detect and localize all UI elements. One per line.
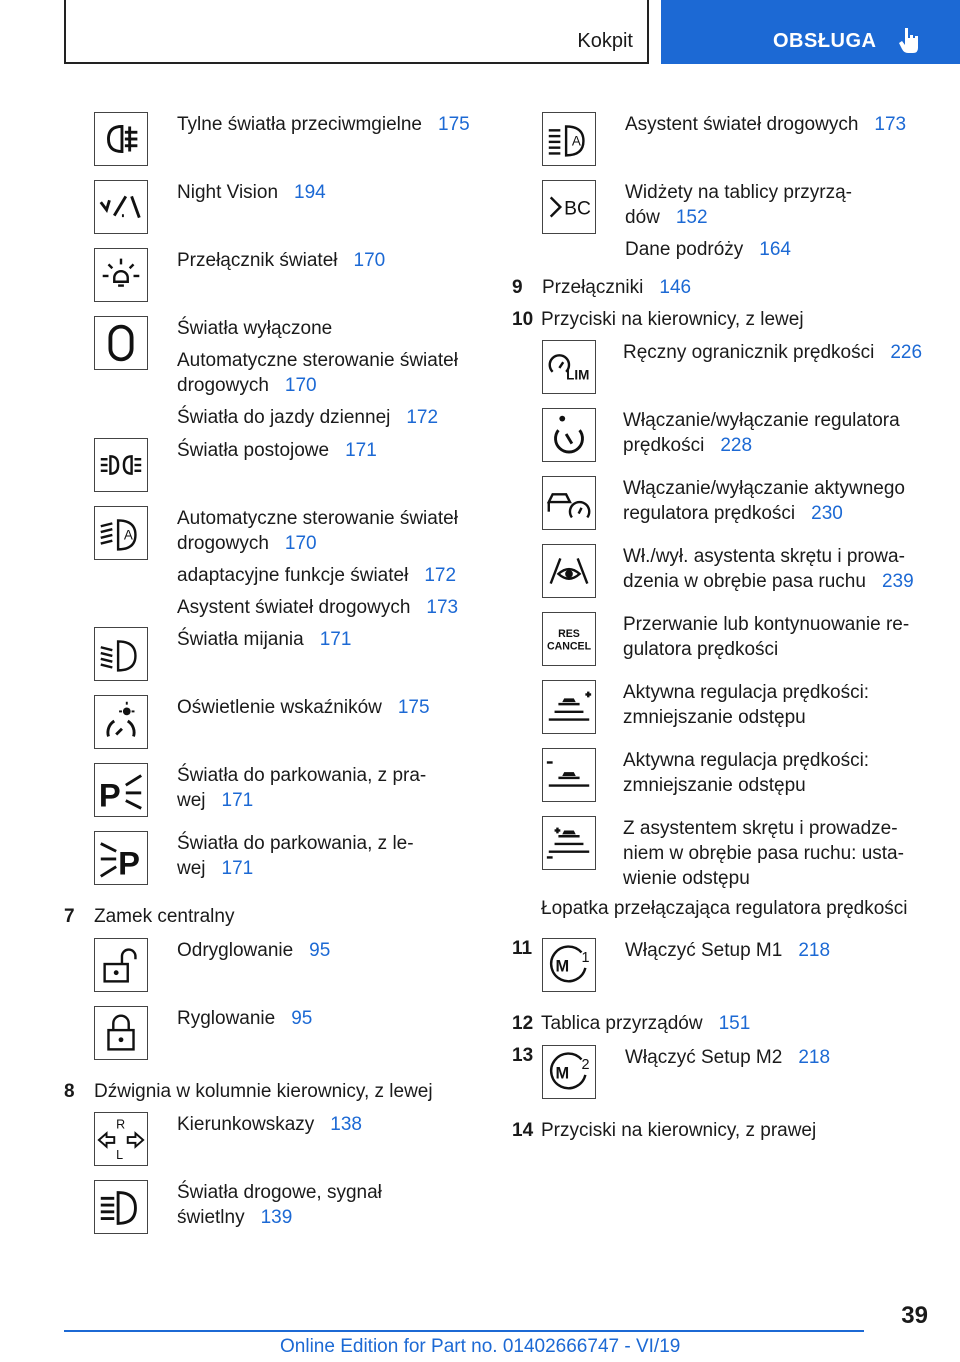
entry-acc-2: regulatora prędkości 230 [623,503,843,524]
entry-high-beam-2: świetlny 139 [177,1207,293,1228]
page-link[interactable]: 164 [759,239,791,260]
page-link[interactable]: 170 [284,375,317,396]
entry-lights-off: Światła wyłączone [177,318,333,339]
entry-rear-fog: Tylne światła przeciwmgielne 175 [177,114,470,135]
entry-high-beam-assist-r: Asystent świateł drogowych 173 [625,114,907,135]
page-link[interactable]: 138 [330,1114,362,1135]
item-label: Tablica przyrządów 151 [541,1013,751,1034]
entry-high-beam-assist: Asystent świateł drogowych 173 [177,597,459,618]
item-label: Przyciski na kierownicy, z prawej [541,1120,817,1141]
item-number: 8 [64,1081,75,1102]
page-link[interactable]: 218 [798,940,831,961]
entry-lane-assist-2: dzenia w obrębie pasa ruchu 239 [623,571,914,592]
entry-widgets: Widżety na tablicy przyrzą- [625,182,853,203]
page-link[interactable]: 175 [397,697,430,718]
lock-icon [94,1006,148,1060]
entry-lock: Ryglowanie 95 [177,1008,313,1029]
page-link[interactable]: 151 [718,1013,751,1034]
setup-m2-icon [542,1045,596,1099]
item-number: 7 [64,906,75,927]
entry-distance-set-3: wienie odstępu [623,868,750,889]
entry-auto-lights: Automatyczne sterowanie świateł [177,350,458,371]
item-label: Dźwignia w kolumnie kierownicy, z lewej [94,1081,433,1102]
item-number: 13 [512,1045,534,1066]
svg-text:RES: RES [558,628,580,641]
page-link[interactable]: 152 [675,207,708,228]
page-link[interactable]: 172 [406,407,439,428]
page-link[interactable]: 175 [438,114,470,135]
entry-distance-set-2: niem w obrębie pasa ruchu: usta- [623,843,904,864]
distance-minus-icon [542,748,596,802]
entry-distance-decrease: Aktywna regulacja prędkości: [623,682,870,703]
setup-m1-icon [542,938,596,992]
active-cruise-control-icon [542,476,596,530]
page-link[interactable]: 95 [291,1008,313,1029]
svg-text:LIM: LIM [566,367,590,383]
parking-light-left-icon [94,831,148,885]
entry-parking-left-2: wej 171 [177,858,254,879]
item-number: 12 [512,1013,534,1034]
entry-adaptive-lights: adaptacyjne funkcje świateł 172 [177,565,457,586]
pointing-hand-icon [899,26,921,59]
parking-light-right-icon [94,763,148,817]
entry-auto-high-beam-2: drogowych 170 [177,533,317,554]
header-chapter-title: OBSŁUGA [773,30,877,52]
entry-distance-set: Z asystentem skrętu i prowadze- [623,818,898,839]
entry-setup-m1: Włączyć Setup M1 218 [625,940,831,961]
svg-text:M: M [555,957,570,976]
page-link[interactable]: 228 [720,435,753,456]
page-link[interactable]: 173 [874,114,907,135]
item-number: 11 [512,938,533,959]
entry-parking-lights: Światła postojowe 171 [177,440,377,461]
page-link[interactable]: 171 [221,790,254,811]
distance-setting-icon [542,816,596,870]
page-number: 39 [901,1302,928,1329]
high-beam-icon [94,1180,148,1234]
svg-text:A: A [123,527,133,543]
page-link[interactable]: 171 [345,440,377,461]
page-link[interactable]: 171 [221,858,254,879]
res-cancel-icon [542,612,596,666]
header-section-title: Kokpit [577,30,633,52]
entry-low-beam: Światła mijania 171 [177,629,352,650]
svg-text:CANCEL: CANCEL [546,640,592,653]
page-link[interactable]: 170 [353,250,386,271]
footer-edition: Online Edition for Part no. 01402666747 - VI/19 [280,1336,681,1357]
item-label: Przełączniki 146 [542,277,692,298]
entry-auto-high-beam: Automatyczne sterowanie świateł [177,508,458,529]
instrument-lighting-icon [94,695,148,749]
entry-unlock: Odryglowanie 95 [177,940,331,961]
entry-daytime-lights: Światła do jazdy dziennej 172 [177,407,439,428]
svg-text:BC: BC [564,198,591,220]
page-link[interactable]: 194 [294,182,326,203]
distance-plus-icon [542,680,596,734]
turn-signal-icon [94,1112,148,1166]
page-link[interactable]: 172 [424,565,457,586]
item-label: Łopatka przełączająca regulatora prędkości [541,898,908,919]
page-link[interactable]: 218 [798,1047,831,1068]
page-link[interactable]: 230 [811,503,843,524]
cruise-control-icon [542,408,596,462]
page-link[interactable]: 226 [890,342,923,363]
high-beam-assist-icon [94,506,148,560]
svg-text:L: L [116,1148,124,1163]
bc-button-icon [542,180,596,234]
item-label: Zamek centralny [94,906,235,927]
header-chapter-tab[interactable] [661,0,960,64]
lights-off-zero-icon [94,316,148,370]
page-link[interactable]: 171 [319,629,352,650]
entry-turn-signal: Kierunkowskazy 138 [177,1114,362,1135]
unlock-icon [94,938,148,992]
entry-high-beam: Światła drogowe, sygnał [177,1182,382,1203]
entry-widgets-2: dów 152 [625,207,708,228]
page-link[interactable]: 95 [309,940,331,961]
parking-lights-icon [94,438,148,492]
entry-instrument-lighting: Oświetlenie wskaźników 175 [177,697,430,718]
entry-distance-decrease-b: Aktywna regulacja prędkości: [623,750,870,771]
entry-trip-data: Dane podróży 164 [625,239,791,260]
entry-speed-limiter: Ręczny ogranicznik prędkości 226 [623,342,923,363]
svg-text:2: 2 [581,1057,590,1074]
speed-limiter-icon [542,340,596,394]
entry-parking-right: Światła do parkowania, z pra- [177,765,427,786]
rear-fog-light-icon [94,112,148,166]
entry-light-switch: Przełącznik świateł 170 [177,250,386,271]
lane-assist-icon [542,544,596,598]
item-label: Przyciski na kierownicy, z lewej [541,309,804,330]
entry-distance-decrease-b-2: zmniejszanie odstępu [623,775,806,796]
entry-lane-assist: Wł./wył. asystenta skrętu i prowa- [623,546,905,567]
entry-res-cancel: Przerwanie lub kontynuowanie re- [623,614,910,635]
page-link[interactable]: 173 [426,597,459,618]
svg-text:M: M [555,1064,570,1083]
svg-text:1: 1 [581,950,590,967]
item-number: 10 [512,309,534,330]
entry-parking-left: Światła do parkowania, z le- [177,833,414,854]
item-number: 9 [512,277,523,298]
low-beam-icon [94,627,148,681]
light-switch-icon [94,248,148,302]
page-link[interactable]: 239 [881,571,914,592]
entry-parking-right-2: wej 171 [177,790,254,811]
footer-divider [64,1330,864,1332]
entry-auto-lights-2: drogowych 170 [177,375,317,396]
night-vision-icon [94,180,148,234]
page-link[interactable]: 146 [659,277,692,298]
svg-text:P: P [98,776,121,814]
entry-cruise-control-2: prędkości 228 [623,435,753,456]
entry-distance-decrease-2: zmniejszanie odstępu [623,707,806,728]
item-number: 14 [512,1120,534,1141]
entry-acc: Włączanie/wyłączanie aktywnego [623,478,905,499]
entry-night-vision: Night Vision 194 [177,182,326,203]
page-link[interactable]: 139 [260,1207,293,1228]
entry-res-cancel-2: gulatora prędkości [623,639,779,660]
svg-text:R: R [116,1117,126,1132]
entry-setup-m2: Włączyć Setup M2 218 [625,1047,831,1068]
entry-cruise-control: Włączanie/wyłączanie regulatora [623,410,900,431]
high-beam-assist-icon [542,112,596,166]
svg-text:P: P [118,844,140,882]
svg-text:A: A [571,133,581,149]
header-section-box [64,0,649,64]
page-link[interactable]: 170 [284,533,317,554]
